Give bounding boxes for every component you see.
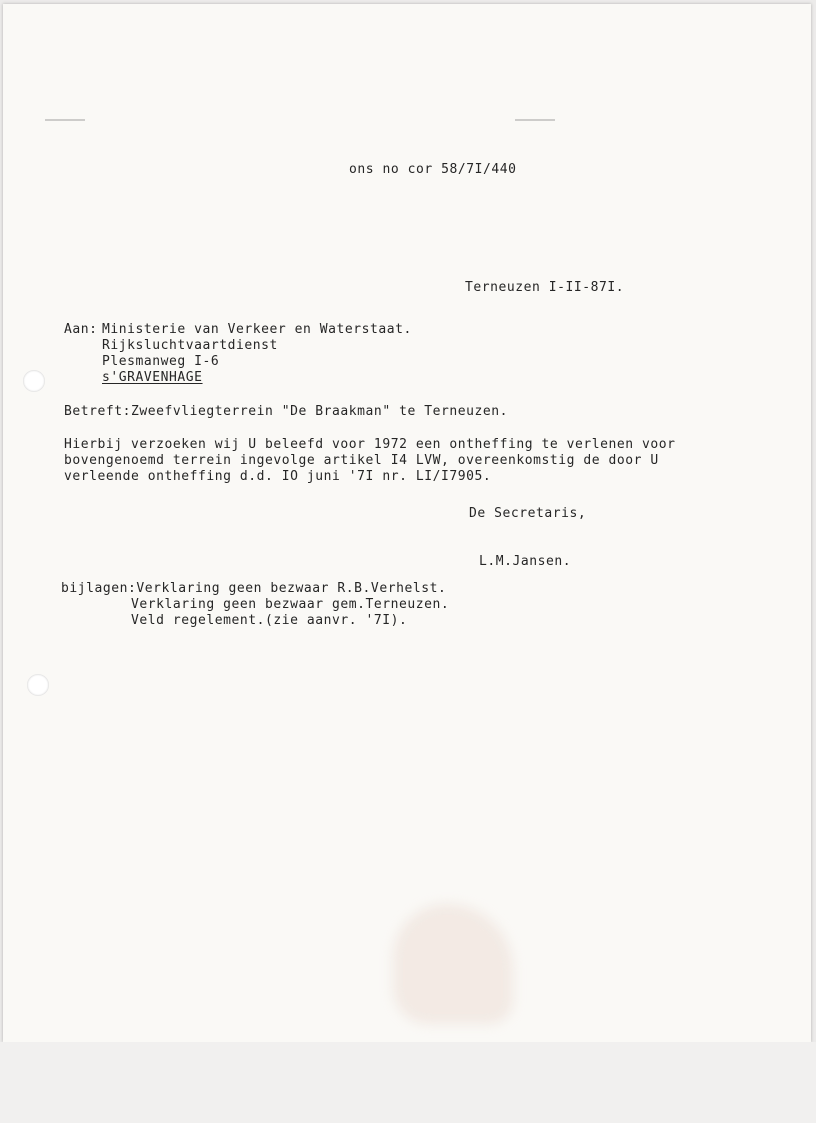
scan-mark-right [515, 119, 555, 121]
recipient-line-city: s'GRAVENHAGE [102, 370, 203, 385]
letter-sheet [3, 4, 811, 1042]
recipient-prefix: Aan: [64, 322, 98, 337]
recipient-line-street: Plesmanweg I-6 [102, 354, 220, 369]
enclosures-line-1: bijlagen:Verklaring geen bezwaar R.B.Verhelst. [61, 581, 447, 596]
punch-hole-top [23, 370, 45, 392]
signatory-name: L.M.Jansen. [479, 554, 572, 569]
body-line-3: verleende ontheffing d.d. IO juni '7I nr. LI/I7905. [64, 469, 492, 484]
punch-hole-bottom [27, 674, 49, 696]
subject-line: Betreft:Zweefvliegterrein "De Braakman" te Terneuzen. [64, 404, 508, 419]
enclosures-line-3: Veld regelement.(zie aanvr. '7I). [131, 613, 408, 628]
paper-stain [393, 904, 513, 1024]
enclosures-line-2: Verklaring geen bezwaar gem.Terneuzen. [131, 597, 450, 612]
closing-title: De Secretaris, [469, 506, 587, 521]
scan-background-strip [0, 1042, 816, 1123]
recipient-line-department: Rijksluchtvaartdienst [102, 338, 278, 353]
reference-number: ons no cor 58/7I/440 [349, 162, 517, 177]
body-line-1: Hierbij verzoeken wij U beleefd voor 1972 een ontheffing te verlenen voor [64, 437, 676, 452]
place-date: Terneuzen I-II-87I. [465, 280, 625, 295]
recipient-line-ministry: Ministerie van Verkeer en Waterstaat. [102, 322, 412, 337]
body-line-2: bovengenoemd terrein ingevolge artikel I4 LVW, overeenkomstig de door U [64, 453, 659, 468]
scan-mark-left [45, 119, 85, 121]
